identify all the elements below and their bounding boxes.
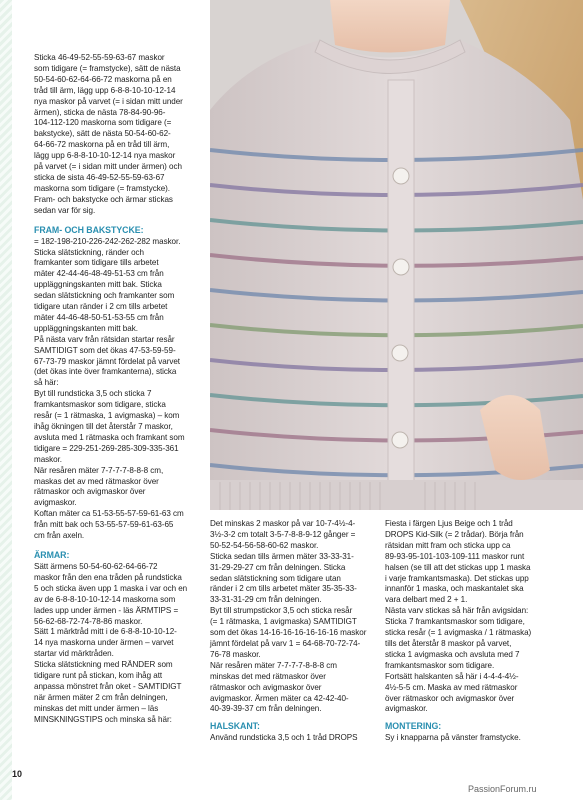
paragraph: = 182-198-210-226-242-262-282 maskor. Sticka slätstickning, ränder och framkanter som tidigare tills arbetet mäter 42-44-46-48-49-51-53 cm från uppläggningskanten mitt bak. Sticka sedan slätstickning och framkanter som tidigare utan ränder i 2 cm tills arbetet mäter 44-46-48-50-51-53-55 cm från uppläggningskanten mitt bak. På nästa varv från rätsidan startar resår SAMTIDIGT som det ökas 47-53-59-59- 67-73-79 maskor jämnt fördelat på varvet (det ökas inte över framkanterna), sticka så här: Byt till rundsticka 3,5 och sticka 7 framkantsmaskor som tidigare, sticka resår (= 1 rätmaska, 1 avigmaska) – kom ihåg ökningen till det återstår 7 maskor, avsluta med 1 rätmaska och framkant som tidigare = 229-251-269-285-309-335-361 maskor. När resåren mäter 7-7-7-7-8-8-8 cm, maskas det av med rätmaskor över rätmaskor och avigmaskor över avigmaskor. Koftan mäter ca 51-53-55-57-59-61-63 cm från mitt bak och 53-55-57-59-61-63-65 cm från axeln. [34,236,185,541]
watermark: PassionForum.ru [468,784,537,794]
paragraph: Sy i knapparna på vänster framstycke. [385,733,521,743]
text-column-1 [34,53,206,726]
paragraph: Det minskas 2 maskor på var 10-7-4½-4- 3½-3-2 cm totalt 3-5-7-8-8-9-12 gånger = 50-52-54-56-58-60-62 maskor. Sticka sedan tills ärmen mäter 33-33-31- 31-29-29-27 cm från delningen. Sticka sedan slätstickning som tidigare utan ränder i 2 cm tills arbetet mäter 35-35-33- 33-31-31-29 cm från delningen. Byt till strumpstickor 3,5 och sticka resår (= 1 rätmaska, 1 avigmaska) SAMTIDIGT som det ökas 14-16-16-16-16-16-16 maskor jämnt fördelat på varv 1 = 64-68-70-72-74- 76-78 maskor. När resåren mäter 7-7-7-7-8-8-8 cm minskas det med rätmaskor över rätmaskor och avigmaskor över avigmaskor. Ärmen mäter ca 42-42-40- 40-39-39-37 cm från delningen. [210,519,367,714]
section-heading-fram-och-bakstycke: FRAM- OCH BAKSTYCKE: [34,224,144,235]
sweater-photo [210,0,583,510]
decorative-knit-border [0,0,12,800]
section-heading-montering: MONTERING: [385,721,442,732]
paragraph: Använd rundsticka 3,5 och 1 tråd DROPS [210,733,358,743]
paragraph: Sticka 46-49-52-55-59-63-67 maskor som tidigare (= framstycke), sätt de nästa 50-54-60-62-64-66-72 maskorna på en tråd till ärm, lägg upp 6-8-8-10-10-12-14 nya maskor på varvet (= i sidan mitt under ärmen), sticka de nästa 78-84-90-96- 104-112-120 maskorna som tidigare (= bakstycke), sätt de nästa 50-54-60-62- 64-66-72 maskorna på en tråd till ärm, lägg upp 6-8-8-10-10-12-14 nya maskor på varvet (= i sidan mitt under ärmen) och sticka de sista 46-49-52-55-59-63-67 maskorna som tidigare (= framstycke). Fram- och bakstycke och ärmar stickas sedan var för sig. [34,53,183,215]
paragraph: Sätt ärmens 50-54-60-62-64-66-72 maskor från den ena tråden på rundsticka 5 och sticka även upp 1 maska i var och en av de 6-8-8-10-10-12-14 maskorna som lades upp under ärmen - läs ÄRMTIPS = 56-62-68-72-74-78-86 maskor. Sätt 1 märktråd mitt i de 6-8-8-10-10-12- 14 nya maskorna under ärmen – varvet startar vid märktråden. Sticka slätstickning med RÄNDER som tidigare runt på stickan, kom ihåg att anpassa mönstret från oket - SAMTIDIGT när ärmen mäter 2 cm från delningen, minskas det mitt under ärmen – läs MINSKNINGSTIPS och minska så här: [34,561,188,724]
section-heading-halskant: HALSKANT: [210,721,260,732]
text-column-2 [210,519,382,744]
page-number: 10 [12,769,23,779]
section-heading-armar: ÄRMAR: [34,549,70,560]
paragraph: Fiesta i färgen Ljus Beige och 1 tråd DROPS Kid-Silk (= 2 trådar). Börja från rätsidan mitt fram och sticka upp ca 89-93-95-101-103-109-111 maskor runt halsen (se till att det stickas upp 1 maska i varje framkantsmaska). Det stickas upp innanför 1 maska, och maskantalet ska vara delbart med 2 + 1. Nästa varv stickas så här från avigsidan: Sticka 7 framkantsmaskor som tidigare, sticka resår (= 1 avigmaska / 1 rätmaska) tills det återstår 8 maskor på varvet, sticka 1 avigmaska och avsluta med 7 framkantsmaskor som tidigare. Fortsätt halskanten så här i 4-4-4-4½- 4½-5-5 cm. Maska av med rätmaskor över rätmaskor och avigmaskor över avigmaskor. [385,519,532,714]
text-column-3 [385,519,565,744]
